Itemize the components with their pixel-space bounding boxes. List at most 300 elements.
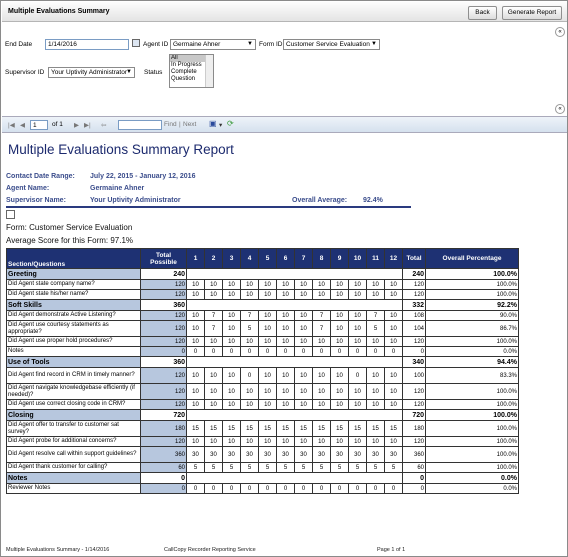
section-row	[7, 300, 519, 311]
question-percentage: 100.0%	[426, 421, 519, 437]
question-score: 0	[241, 368, 259, 384]
question-total-possible: 120	[141, 400, 187, 410]
question-score: 10	[277, 321, 295, 337]
form-id-select[interactable]	[283, 39, 380, 50]
question-text: Did Agent use correct closing code in CRM?	[7, 400, 141, 410]
section-percentage: 0.0%	[426, 473, 519, 484]
question-score: 10	[277, 400, 295, 410]
agent-id-value: Germaine Ahner	[173, 41, 221, 48]
question-score: 10	[313, 337, 331, 347]
question-score: 10	[205, 337, 223, 347]
calendar-icon[interactable]	[132, 39, 140, 47]
col-eval: 9	[331, 249, 349, 269]
overall-average-value: 92.4%	[363, 197, 383, 204]
question-score: 10	[367, 280, 385, 290]
question-score: 0	[277, 484, 295, 494]
col-overall-percentage: Overall Percentage	[426, 249, 519, 269]
question-score: 15	[367, 421, 385, 437]
question-score: 10	[313, 280, 331, 290]
question-row	[7, 421, 519, 437]
question-score: 0	[259, 484, 277, 494]
section-row	[7, 473, 519, 484]
question-score: 30	[349, 447, 367, 463]
question-total: 120	[403, 437, 426, 447]
col-eval: 5	[259, 249, 277, 269]
question-score: 30	[277, 447, 295, 463]
question-score: 10	[187, 437, 205, 447]
agent-id-select[interactable]	[170, 39, 256, 50]
question-score: 30	[313, 447, 331, 463]
question-total-possible: 120	[141, 321, 187, 337]
question-score: 10	[385, 321, 403, 337]
report-body	[2, 134, 567, 544]
question-score: 10	[187, 321, 205, 337]
form-id-label: Form ID	[259, 41, 283, 48]
question-score: 10	[313, 384, 331, 400]
question-score: 10	[331, 384, 349, 400]
question-score: 0	[277, 347, 295, 357]
question-percentage: 0.0%	[426, 484, 519, 494]
header-rule	[6, 206, 411, 208]
question-score: 15	[223, 421, 241, 437]
question-score: 0	[385, 347, 403, 357]
question-score: 10	[205, 437, 223, 447]
question-percentage: 100.0%	[426, 447, 519, 463]
question-total: 120	[403, 337, 426, 347]
section-blank	[187, 473, 403, 484]
evaluations-table	[6, 248, 519, 494]
question-total: 360	[403, 447, 426, 463]
section-blank	[187, 300, 403, 311]
back-button[interactable]: Back	[468, 6, 497, 20]
question-score: 0	[385, 484, 403, 494]
question-score: 10	[277, 437, 295, 447]
question-score: 10	[313, 437, 331, 447]
question-score: 7	[241, 311, 259, 321]
section-total-possible: 360	[141, 357, 187, 368]
question-score: 30	[295, 447, 313, 463]
back-arrow-icon[interactable]: ⇦	[101, 122, 107, 129]
question-score: 10	[223, 384, 241, 400]
question-score: 0	[187, 484, 205, 494]
question-score: 10	[349, 290, 367, 300]
end-date-label: End Date	[5, 41, 33, 48]
question-text: Did Agent state his/her name?	[7, 290, 141, 300]
question-score: 10	[259, 400, 277, 410]
question-score: 10	[295, 337, 313, 347]
question-score: 5	[187, 463, 205, 473]
export-dropdown-icon[interactable]: ▾	[219, 122, 223, 129]
question-row	[7, 368, 519, 384]
question-row	[7, 447, 519, 463]
collapse-params-icon[interactable]: «	[555, 27, 565, 37]
question-score: 10	[259, 290, 277, 300]
status-option[interactable]: All	[170, 55, 213, 62]
question-total: 120	[403, 400, 426, 410]
question-score: 7	[205, 311, 223, 321]
app-title: Multiple Evaluations Summary	[8, 8, 110, 15]
section-total: 720	[403, 410, 426, 421]
section-total: 240	[403, 269, 426, 280]
col-eval: 4	[241, 249, 259, 269]
question-score: 10	[187, 290, 205, 300]
question-score: 10	[277, 368, 295, 384]
question-score: 10	[295, 280, 313, 290]
title-bar	[2, 2, 567, 22]
question-score: 10	[259, 384, 277, 400]
question-score: 10	[385, 400, 403, 410]
question-text: Did Agent navigate knowledgebase efficiently (if needed)?	[7, 384, 141, 400]
question-total: 104	[403, 321, 426, 337]
question-percentage: 100.0%	[426, 400, 519, 410]
question-score: 15	[187, 421, 205, 437]
question-score: 10	[331, 311, 349, 321]
question-percentage: 100.0%	[426, 337, 519, 347]
question-score: 0	[367, 484, 385, 494]
report-footer	[2, 545, 567, 557]
question-score: 0	[259, 347, 277, 357]
question-score: 10	[223, 290, 241, 300]
question-percentage: 0.0%	[426, 347, 519, 357]
parameters-panel	[2, 23, 567, 115]
question-score: 15	[331, 421, 349, 437]
question-score: 10	[277, 311, 295, 321]
col-eval: 11	[367, 249, 385, 269]
question-score: 15	[277, 421, 295, 437]
question-score: 10	[241, 384, 259, 400]
question-score: 10	[223, 437, 241, 447]
question-score: 5	[277, 463, 295, 473]
question-score: 10	[259, 437, 277, 447]
question-score: 0	[241, 484, 259, 494]
question-score: 10	[223, 368, 241, 384]
table-header	[7, 249, 519, 269]
question-score: 15	[385, 421, 403, 437]
question-total-possible: 0	[141, 347, 187, 357]
question-score: 10	[223, 321, 241, 337]
question-score: 5	[241, 321, 259, 337]
section-total: 340	[403, 357, 426, 368]
question-text: Notes	[7, 347, 141, 357]
question-score: 30	[223, 447, 241, 463]
question-score: 10	[187, 368, 205, 384]
question-score: 10	[331, 400, 349, 410]
question-text: Did Agent use courtesy statements as appropriate?	[7, 321, 141, 337]
question-score: 10	[331, 290, 349, 300]
col-eval: 6	[277, 249, 295, 269]
find-link[interactable]: Find	[164, 121, 177, 128]
question-score: 10	[385, 368, 403, 384]
question-score: 10	[385, 290, 403, 300]
section-row	[7, 269, 519, 280]
find-input[interactable]	[118, 120, 162, 130]
question-score: 5	[331, 463, 349, 473]
page-number-input[interactable]: 1	[30, 120, 48, 130]
agent-name-label: Agent Name:	[6, 185, 50, 192]
contact-range-value: July 22, 2015 - January 12, 2016	[90, 173, 196, 180]
question-score: 5	[367, 321, 385, 337]
question-text: Did Agent resolve call within support guidelines?	[7, 447, 141, 463]
supervisor-name-label: Supervisor Name:	[6, 197, 66, 204]
next-link[interactable]: Next	[183, 121, 197, 128]
question-text: Did Agent offer to transfer to customer sat survey?	[7, 421, 141, 437]
section-percentage: 100.0%	[426, 410, 519, 421]
question-percentage: 100.0%	[426, 290, 519, 300]
question-score: 10	[331, 437, 349, 447]
listbox-scrollbar[interactable]	[205, 55, 213, 87]
question-score: 0	[349, 347, 367, 357]
question-total: 120	[403, 384, 426, 400]
section-total-possible: 360	[141, 300, 187, 311]
question-total: 120	[403, 280, 426, 290]
collapse-toolbar-icon[interactable]: «	[555, 104, 565, 114]
question-score: 30	[385, 447, 403, 463]
question-score: 10	[205, 290, 223, 300]
question-score: 10	[241, 400, 259, 410]
question-score: 30	[259, 447, 277, 463]
col-total-possible: Total Possible	[141, 249, 187, 269]
question-score: 10	[277, 280, 295, 290]
question-score: 10	[241, 337, 259, 347]
question-total: 60	[403, 463, 426, 473]
form-average: Average Score for this Form: 97.1%	[6, 236, 134, 245]
section-total-possible: 240	[141, 269, 187, 280]
question-score: 10	[367, 337, 385, 347]
question-score: 10	[259, 337, 277, 347]
question-score: 10	[295, 400, 313, 410]
question-score: 10	[385, 280, 403, 290]
question-score: 10	[205, 280, 223, 290]
footer-page: Page 1 of 1	[377, 547, 406, 553]
question-score: 5	[259, 463, 277, 473]
question-total: 100	[403, 368, 426, 384]
question-percentage: 100.0%	[426, 280, 519, 290]
question-score: 10	[187, 280, 205, 290]
question-percentage: 90.0%	[426, 311, 519, 321]
form-name: Form: Customer Service Evaluation	[6, 223, 133, 232]
section-blank	[187, 269, 403, 280]
question-score: 10	[277, 384, 295, 400]
question-score: 0	[295, 347, 313, 357]
col-eval: 1	[187, 249, 205, 269]
form-id-value: Customer Service Evaluation	[286, 41, 370, 48]
question-row	[7, 384, 519, 400]
question-score: 0	[313, 484, 331, 494]
col-eval: 10	[349, 249, 367, 269]
question-score: 10	[223, 337, 241, 347]
question-score: 15	[313, 421, 331, 437]
supervisor-id-label: Supervisor ID	[5, 69, 45, 76]
section-row	[7, 357, 519, 368]
status-option[interactable]: Question	[171, 76, 196, 82]
section-name: Notes	[7, 473, 141, 484]
question-score: 10	[349, 311, 367, 321]
question-score: 0	[223, 347, 241, 357]
question-total-possible: 120	[141, 337, 187, 347]
question-score: 10	[295, 384, 313, 400]
question-score: 10	[367, 368, 385, 384]
supervisor-id-select[interactable]	[48, 67, 135, 78]
question-total-possible: 0	[141, 484, 187, 494]
section-blank	[187, 357, 403, 368]
question-total: 180	[403, 421, 426, 437]
section-total-possible: 0	[141, 473, 187, 484]
page-count: of 1	[52, 121, 63, 128]
question-score: 10	[259, 368, 277, 384]
next-page-icon[interactable]: ▶	[74, 122, 79, 129]
question-score: 10	[367, 437, 385, 447]
question-score: 0	[295, 484, 313, 494]
question-total-possible: 120	[141, 280, 187, 290]
question-percentage: 100.0%	[426, 437, 519, 447]
first-page-icon[interactable]: |◀	[8, 122, 15, 129]
question-total-possible: 120	[141, 290, 187, 300]
report-title: Multiple Evaluations Summary Report	[8, 142, 234, 157]
question-score: 0	[187, 347, 205, 357]
agent-id-label: Agent ID	[143, 41, 169, 48]
question-score: 10	[241, 437, 259, 447]
checkbox-icon[interactable]	[6, 210, 15, 219]
col-eval: 7	[295, 249, 313, 269]
question-score: 30	[367, 447, 385, 463]
status-option[interactable]: In Progress	[171, 62, 202, 68]
section-row	[7, 410, 519, 421]
report-toolbar	[2, 116, 567, 133]
question-score: 10	[313, 400, 331, 410]
export-icon[interactable]: ▣	[209, 119, 217, 128]
question-score: 5	[205, 463, 223, 473]
question-score: 10	[385, 311, 403, 321]
question-score: 5	[241, 463, 259, 473]
supervisor-id-value: Your Uptivity Administrator	[51, 69, 127, 76]
question-total: 108	[403, 311, 426, 321]
question-score: 15	[349, 421, 367, 437]
question-text: Did Agent probe for additional concerns?	[7, 437, 141, 447]
question-score: 10	[295, 368, 313, 384]
col-eval: 3	[223, 249, 241, 269]
question-total-possible: 120	[141, 311, 187, 321]
toolbar-separator: |	[179, 121, 181, 128]
overall-average-label: Overall Average:	[292, 197, 348, 204]
status-option[interactable]: Complete	[171, 69, 197, 75]
supervisor-name-value: Your Uptivity Administrator	[90, 197, 181, 204]
question-row	[7, 311, 519, 321]
footer-center: CallCopy Recorder Reporting Service	[164, 547, 256, 553]
question-score: 10	[331, 280, 349, 290]
end-date-input[interactable]: 1/14/2016	[45, 39, 129, 50]
question-score: 10	[205, 384, 223, 400]
question-total-possible: 120	[141, 368, 187, 384]
col-eval: 12	[385, 249, 403, 269]
question-score: 10	[295, 311, 313, 321]
generate-report-button[interactable]: Generate Report	[502, 6, 562, 20]
question-score: 0	[223, 484, 241, 494]
section-blank	[187, 410, 403, 421]
section-total: 0	[403, 473, 426, 484]
section-percentage: 100.0%	[426, 269, 519, 280]
question-total: 120	[403, 290, 426, 300]
question-score: 5	[385, 463, 403, 473]
col-section: Section/Questions	[7, 249, 141, 269]
question-text: Did Agent demonstrate Active Listening?	[7, 311, 141, 321]
question-score: 10	[223, 311, 241, 321]
table-body	[7, 269, 519, 494]
question-total-possible: 60	[141, 463, 187, 473]
question-score: 0	[205, 347, 223, 357]
contact-range-label: Contact Date Range:	[6, 173, 75, 180]
question-score: 5	[313, 463, 331, 473]
question-score: 10	[349, 400, 367, 410]
question-score: 7	[313, 321, 331, 337]
status-label: Status	[144, 69, 163, 76]
question-score: 5	[295, 463, 313, 473]
question-total-possible: 120	[141, 384, 187, 400]
col-eval: 2	[205, 249, 223, 269]
question-score: 10	[349, 337, 367, 347]
question-score: 10	[331, 321, 349, 337]
question-score: 10	[385, 384, 403, 400]
question-score: 10	[331, 368, 349, 384]
question-row	[7, 400, 519, 410]
question-row	[7, 463, 519, 473]
question-score: 10	[187, 311, 205, 321]
question-score: 10	[367, 384, 385, 400]
question-percentage: 83.3%	[426, 368, 519, 384]
section-total-possible: 720	[141, 410, 187, 421]
question-row	[7, 290, 519, 300]
question-score: 30	[331, 447, 349, 463]
question-score: 0	[367, 347, 385, 357]
question-score: 15	[259, 421, 277, 437]
question-score: 10	[385, 337, 403, 347]
question-total-possible: 120	[141, 437, 187, 447]
section-name: Use of Tools	[7, 357, 141, 368]
question-score: 0	[205, 484, 223, 494]
question-score: 10	[295, 321, 313, 337]
question-score: 10	[313, 368, 331, 384]
question-score: 10	[241, 280, 259, 290]
question-score: 10	[187, 384, 205, 400]
last-page-icon[interactable]: ▶|	[84, 122, 91, 129]
question-score: 7	[313, 311, 331, 321]
refresh-icon[interactable]: ⟳	[227, 119, 234, 128]
question-score: 7	[367, 311, 385, 321]
question-score: 0	[331, 484, 349, 494]
question-total: 0	[403, 347, 426, 357]
chevron-down-icon: ▼	[371, 41, 377, 47]
prev-page-icon[interactable]: ◀	[20, 122, 25, 129]
question-score: 15	[241, 421, 259, 437]
status-listbox[interactable]	[169, 54, 214, 88]
chevron-down-icon: ▼	[126, 69, 132, 75]
col-total: Total	[403, 249, 426, 269]
section-name: Soft Skills	[7, 300, 141, 311]
col-eval: 8	[313, 249, 331, 269]
question-score: 0	[349, 484, 367, 494]
section-name: Greeting	[7, 269, 141, 280]
question-score: 15	[205, 421, 223, 437]
question-score: 5	[367, 463, 385, 473]
question-score: 0	[331, 347, 349, 357]
section-percentage: 94.4%	[426, 357, 519, 368]
question-score: 10	[331, 337, 349, 347]
question-text: Did Agent use proper hold procedures?	[7, 337, 141, 347]
question-score: 10	[385, 437, 403, 447]
question-score: 10	[349, 437, 367, 447]
agent-name-value: Germaine Ahner	[90, 185, 145, 192]
question-row	[7, 347, 519, 357]
question-row	[7, 484, 519, 494]
